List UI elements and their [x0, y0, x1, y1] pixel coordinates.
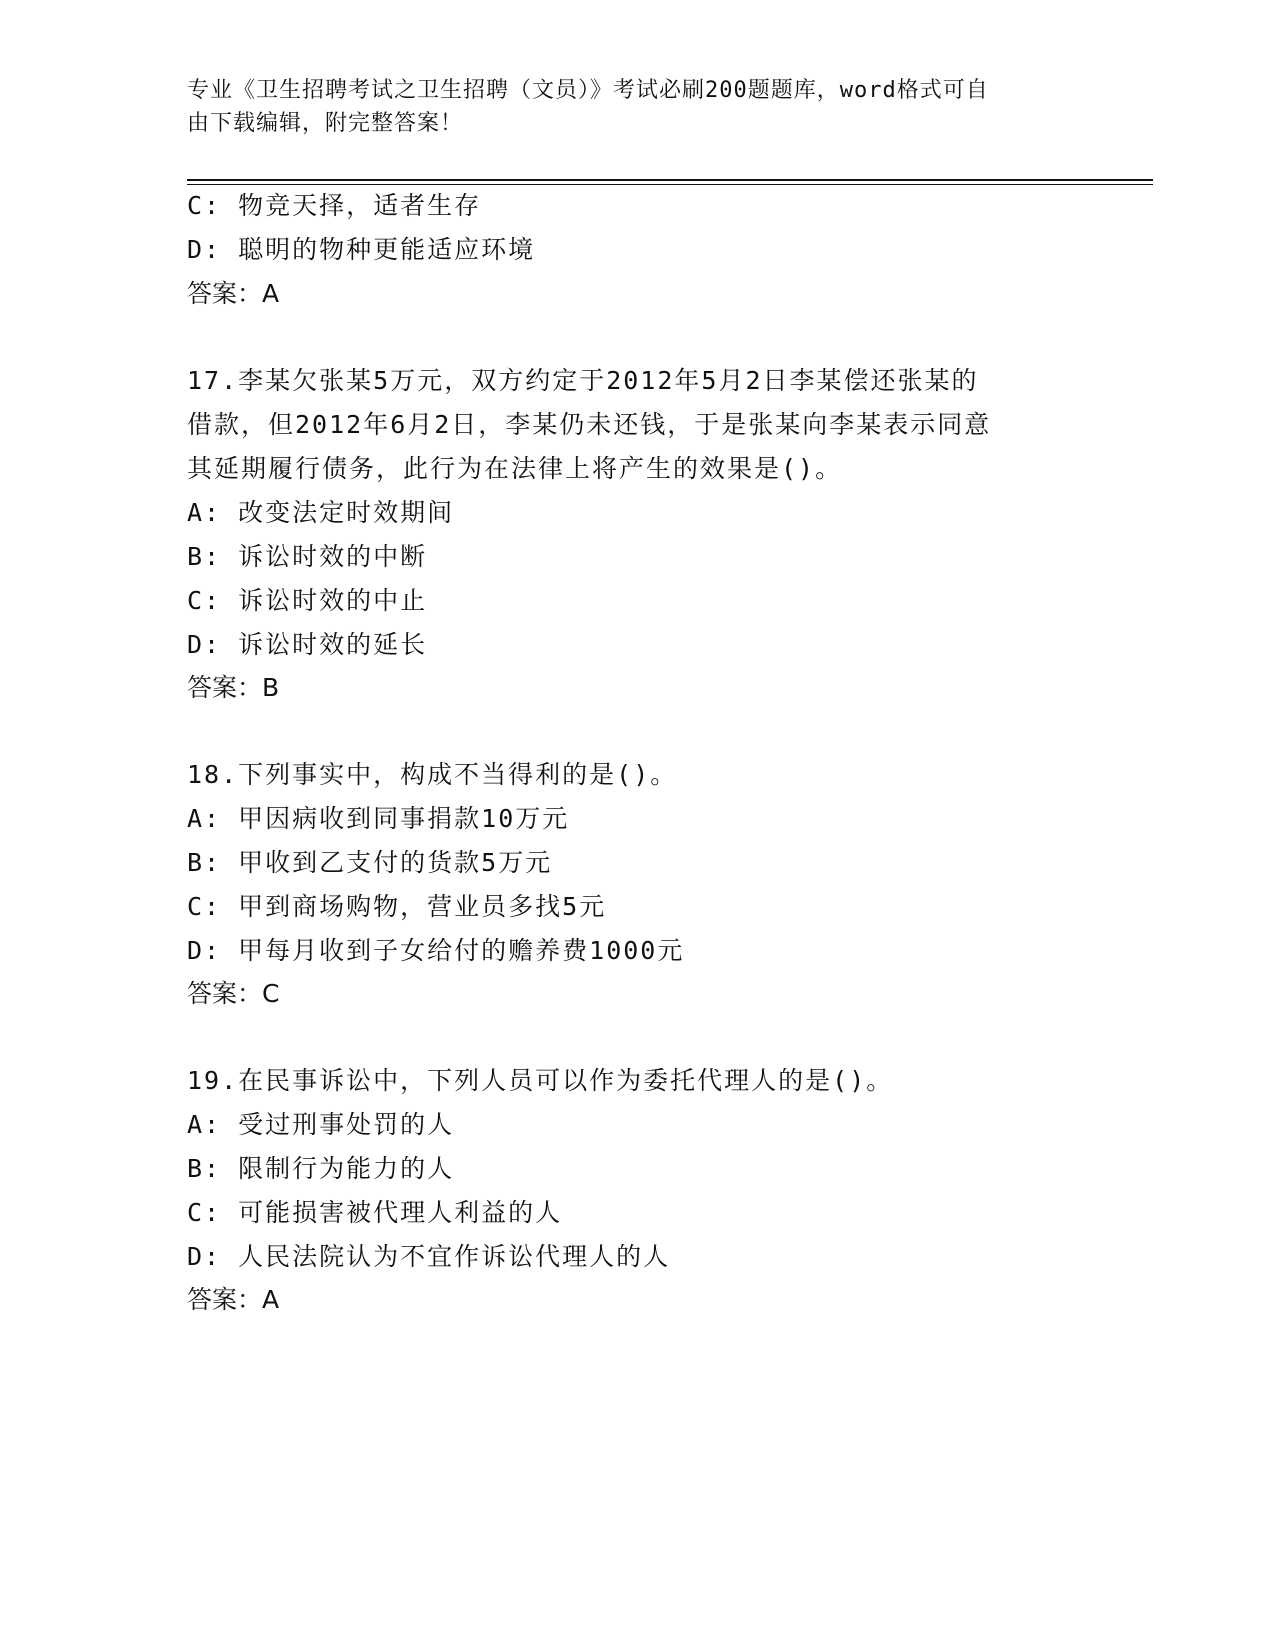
carryover-answer: 答案：A: [187, 279, 280, 308]
q18-option-a: A: 甲因病收到同事捐款10万元: [187, 804, 570, 833]
q18-option-d: D: 甲每月收到子女给付的赡养费1000元: [187, 936, 685, 965]
header-line-1: 专业《卫生招聘考试之卫生招聘（文员）》考试必刷200题题库，word格式可自: [187, 78, 989, 103]
q17-stem-line-3: 其延期履行债务，此行为在法律上将产生的效果是()。: [187, 454, 843, 483]
q18-option-c: C: 甲到商场购物，营业员多找5元: [187, 892, 607, 921]
q18-option-b: B: 甲收到乙支付的货款5万元: [187, 848, 553, 877]
header-divider-thick: [187, 179, 1153, 181]
q19-option-d: D: 人民法院认为不宜作诉讼代理人的人: [187, 1242, 671, 1271]
q19-answer: 答案：A: [187, 1285, 280, 1314]
q19-option-a: A: 受过刑事处罚的人: [187, 1110, 455, 1139]
q17-option-a: A: 改变法定时效期间: [187, 498, 455, 527]
q17-stem-line-1: 17.李某欠张某5万元，双方约定于2012年5月2日李某偿还张某的: [187, 366, 979, 395]
q19-stem-line-1: 19.在民事诉讼中，下列人员可以作为委托代理人的是()。: [187, 1066, 894, 1095]
q17-option-b: B: 诉讼时效的中断: [187, 542, 428, 571]
q19-option-b: B: 限制行为能力的人: [187, 1154, 455, 1183]
q18-answer: 答案：C: [187, 979, 280, 1008]
q17-stem-line-2: 借款，但2012年6月2日，李某仍未还钱，于是张某向李某表示同意: [187, 410, 992, 439]
header-line-2: 由下载编辑，附完整答案！: [187, 111, 464, 136]
q17-answer: 答案：B: [187, 673, 280, 702]
q17-option-c: C: 诉讼时效的中止: [187, 586, 428, 615]
header-divider-thin: [187, 184, 1153, 185]
carryover-option-c: C: 物竞天择，适者生存: [187, 191, 482, 220]
q17-option-d: D: 诉讼时效的延长: [187, 630, 428, 659]
q18-stem-line-1: 18.下列事实中，构成不当得利的是()。: [187, 760, 678, 789]
document-header: [187, 74, 1087, 140]
carryover-option-d: D: 聪明的物种更能适应环境: [187, 235, 536, 264]
q19-option-c: C: 可能损害被代理人利益的人: [187, 1198, 563, 1227]
